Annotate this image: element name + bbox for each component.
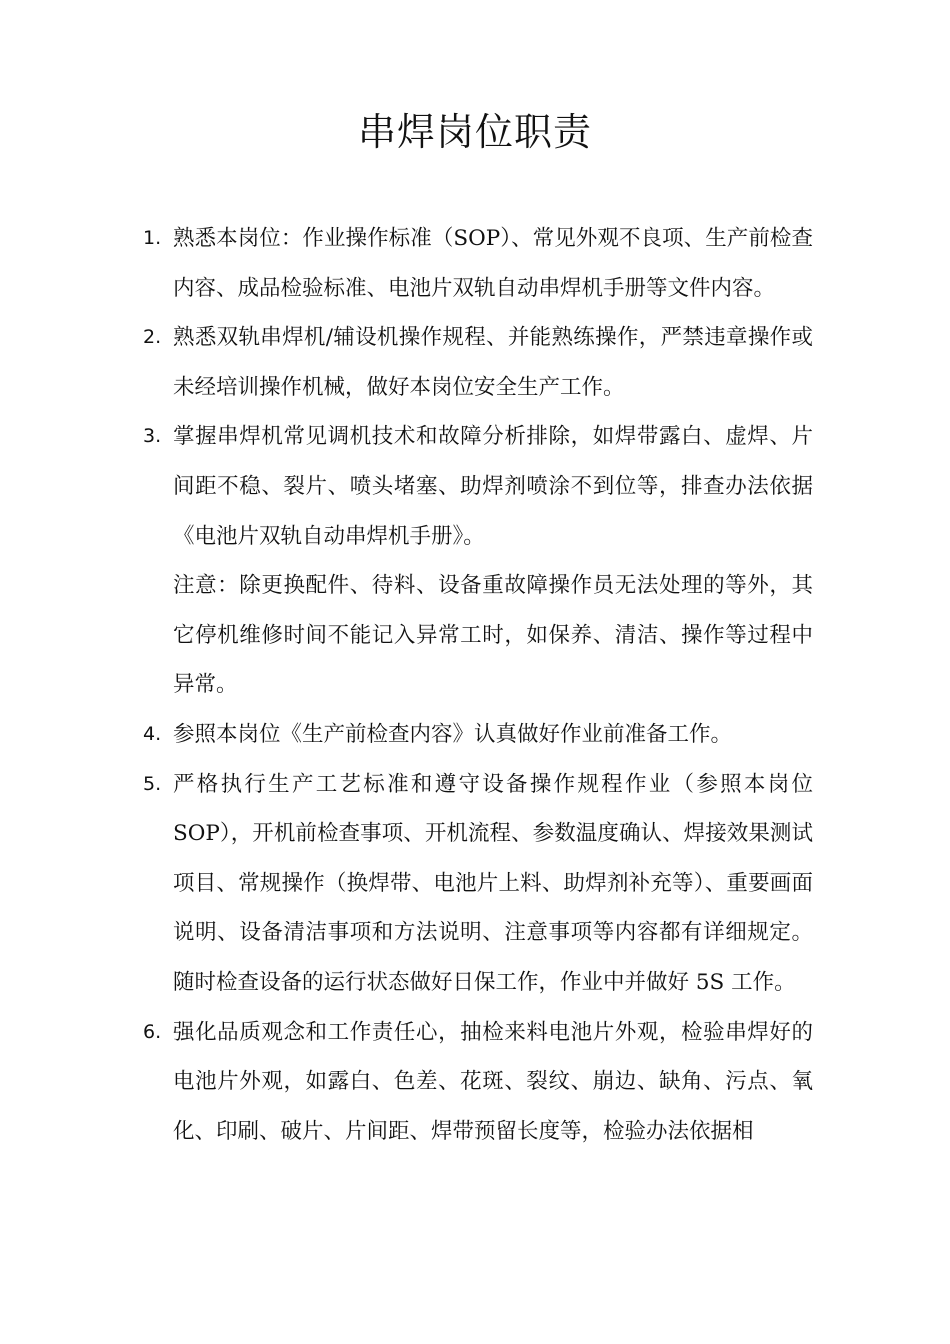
- item-number: 5.: [143, 772, 162, 795]
- list-item-3: [143, 412, 813, 561]
- item-number: 1.: [143, 227, 162, 249]
- item-number: 6.: [143, 1020, 162, 1043]
- item-text: 严格执行生产工艺标准和遵守设备操作规程作业（参照本岗位SOP），开机前检查事项、开机流程、参数温度确认、焊接效果测试项目、常规操作（换焊带、电池片上料、助焊剂补充等）、重要画面说明、设备清洁事项和方法说明、注意事项等内容都有详细规定。随时检查设备的运行状态做好日保工作，作业中并做好 5S 工作。: [173, 771, 813, 995]
- document-body: [143, 214, 813, 1156]
- list-item-2: [143, 313, 813, 412]
- document-title: 串焊岗位职责: [357, 110, 592, 154]
- list-item-6: [143, 1008, 813, 1157]
- list-item-4: [143, 710, 813, 760]
- item-text: 熟悉双轨串焊机/辅设机操作规程、并能熟练操作，严禁违章操作或未经培训操作机械，做好本岗位安全生产工作。: [173, 325, 813, 400]
- item-text: 熟悉本岗位：作业操作标准（SOP）、常见外观不良项、生产前检查内容、成品检验标准、电池片双轨自动串焊机手册等文件内容。: [173, 226, 813, 301]
- list-item-5: [143, 760, 813, 1008]
- item-text: 参照本岗位《生产前检查内容》认真做好作业前准备工作。: [173, 721, 733, 747]
- item-number: 4.: [143, 722, 162, 745]
- item-text: 掌握串焊机常见调机技术和故障分析排除，如焊带露白、虚焊、片间距不稳、裂片、喷头堵塞、助焊剂喷涂不到位等，排查办法依据《电池片双轨自动串焊机手册》。: [173, 424, 813, 549]
- item-number: 2.: [143, 326, 162, 349]
- list-item-1: [143, 214, 813, 313]
- note-paragraph: 注意：除更换配件、待料、设备重故障操作员无法处理的等外，其它停机维修时间不能记入异常工时，如保养、清洁、操作等过程中异常。: [173, 573, 813, 698]
- item-number: 3.: [143, 425, 162, 448]
- item-text: 强化品质观念和工作责任心，抽检来料电池片外观，检验串焊好的电池片外观，如露白、色差、花斑、裂纹、崩边、缺角、污点、氧化、印刷、破片、片间距、焊带预留长度等，检验办法依据相: [173, 1019, 813, 1144]
